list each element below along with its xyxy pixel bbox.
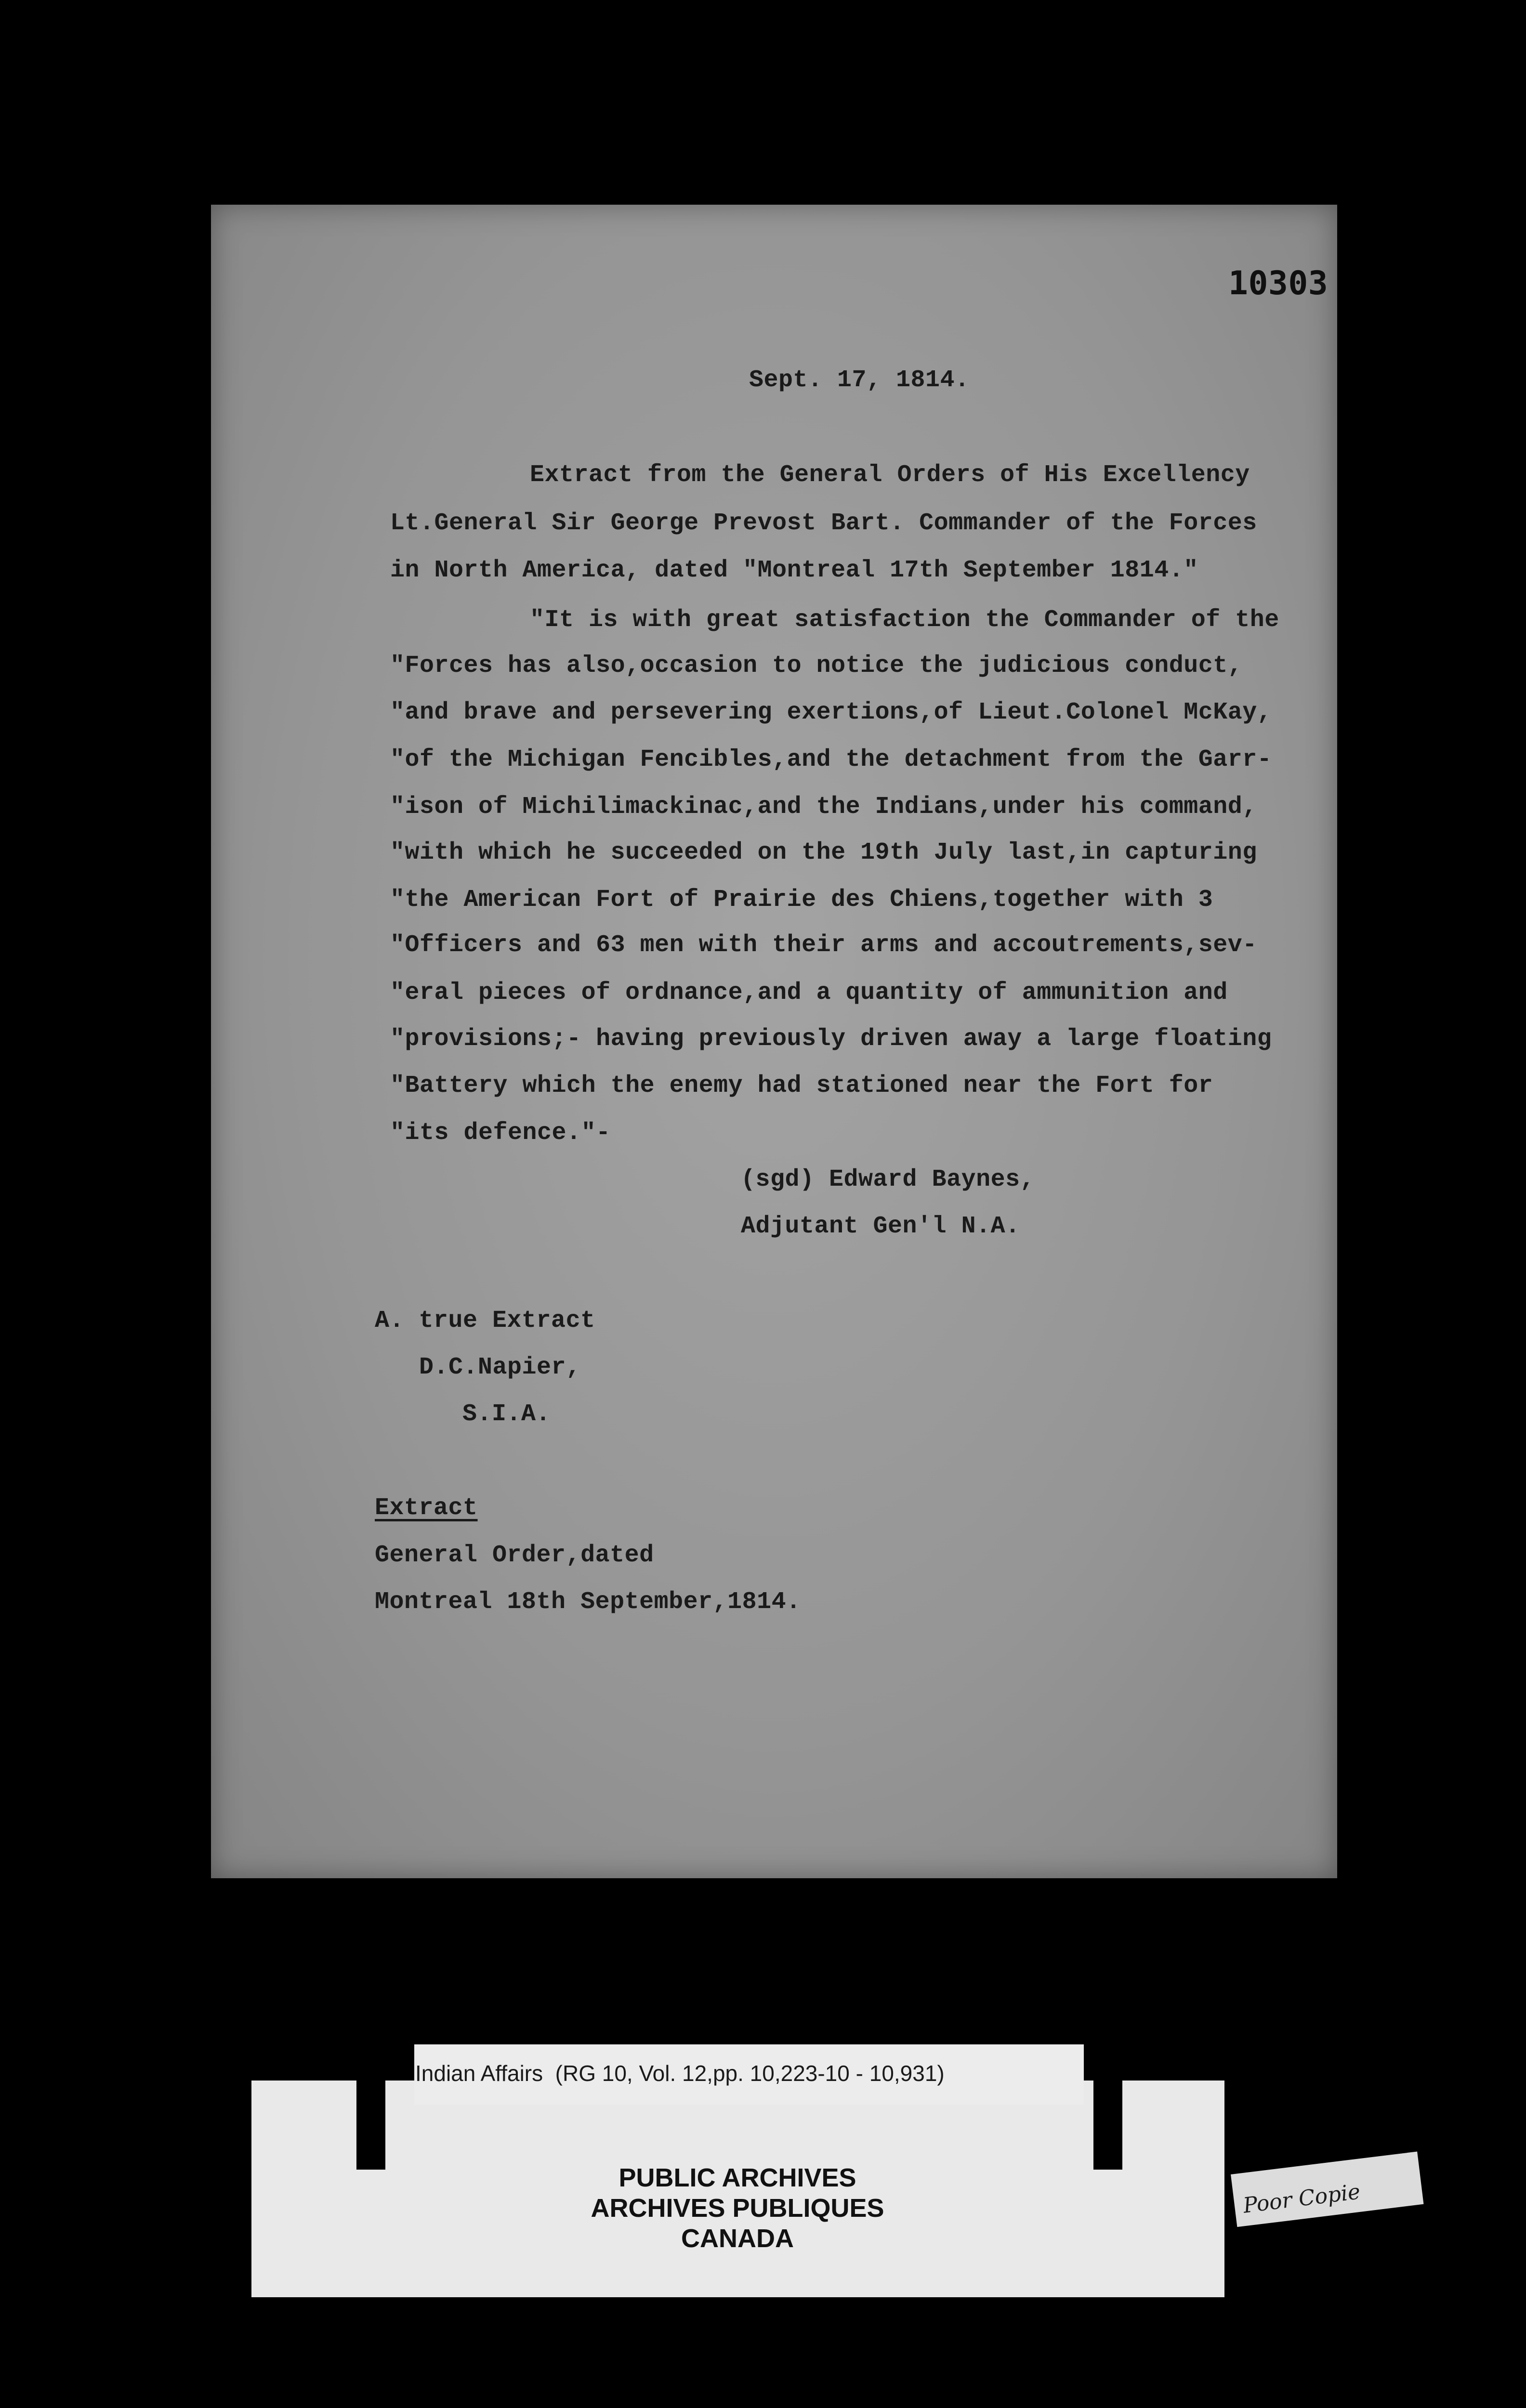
archive-citation: Indian Affairs (RG 10, Vol. 12,pp. 10,223-10 - 10,931)	[415, 2061, 945, 2086]
signature-title: Adjutant Gen'l N.A.	[741, 1213, 1020, 1240]
handwritten-note: Poor Copie	[1242, 2179, 1362, 2218]
archive-country: CANADA	[681, 2224, 794, 2253]
endorsement-line: Montreal 18th September,1814.	[375, 1588, 801, 1616]
label-tab-left	[356, 2059, 385, 2170]
intro-line: Lt.General Sir George Prevost Bart. Commander of the Forces	[390, 510, 1257, 537]
quote-line: "with which he succeeded on the 19th July last,in capturing	[390, 839, 1257, 866]
archive-name-fr: ARCHIVES PUBLIQUES	[591, 2194, 884, 2223]
certification-line: D.C.Napier,	[419, 1354, 581, 1381]
certification-line: S.I.A.	[462, 1400, 551, 1428]
quote-line: "It is with great satisfaction the Commander of the	[530, 606, 1279, 634]
intro-line: in North America, dated "Montreal 17th September 1814."	[390, 557, 1198, 584]
endorsement-heading: Extract	[375, 1494, 478, 1522]
quote-line: "Forces has also,occasion to notice the judicious conduct,	[390, 652, 1243, 680]
intro-line: Extract from the General Orders of His Excellency	[530, 461, 1250, 489]
quote-line: "provisions;- having previously driven away a large floating	[390, 1025, 1272, 1053]
quote-line: "ison of Michilimackinac,and the Indians,under his command,	[390, 793, 1257, 821]
quote-line: "and brave and persevering exertions,of Lieut.Colonel McKay,	[390, 699, 1272, 726]
certification-line: A. true Extract	[375, 1307, 595, 1335]
quote-line: "Officers and 63 men with their arms and accoutrements,sev-	[390, 931, 1257, 959]
label-tab-right	[1093, 2059, 1122, 2170]
quote-line: "of the Michigan Fencibles,and the detachment from the Garr-	[390, 746, 1272, 773]
quote-line: "its defence."-	[390, 1119, 611, 1147]
signature-name: (sgd) Edward Baynes,	[741, 1166, 1035, 1193]
endorsement-line: General Order,dated	[375, 1542, 654, 1569]
quote-line: "Battery which the enemy had stationed near the Fort for	[390, 1072, 1213, 1099]
document-date: Sept. 17, 1814.	[749, 366, 970, 394]
archive-name-en: PUBLIC ARCHIVES	[618, 2163, 856, 2192]
page-number: 10303	[1228, 264, 1329, 302]
quote-line: "the American Fort of Prairie des Chiens,together with 3	[390, 886, 1213, 914]
quote-line: "eral pieces of ordnance,and a quantity of ammunition and	[390, 979, 1228, 1007]
